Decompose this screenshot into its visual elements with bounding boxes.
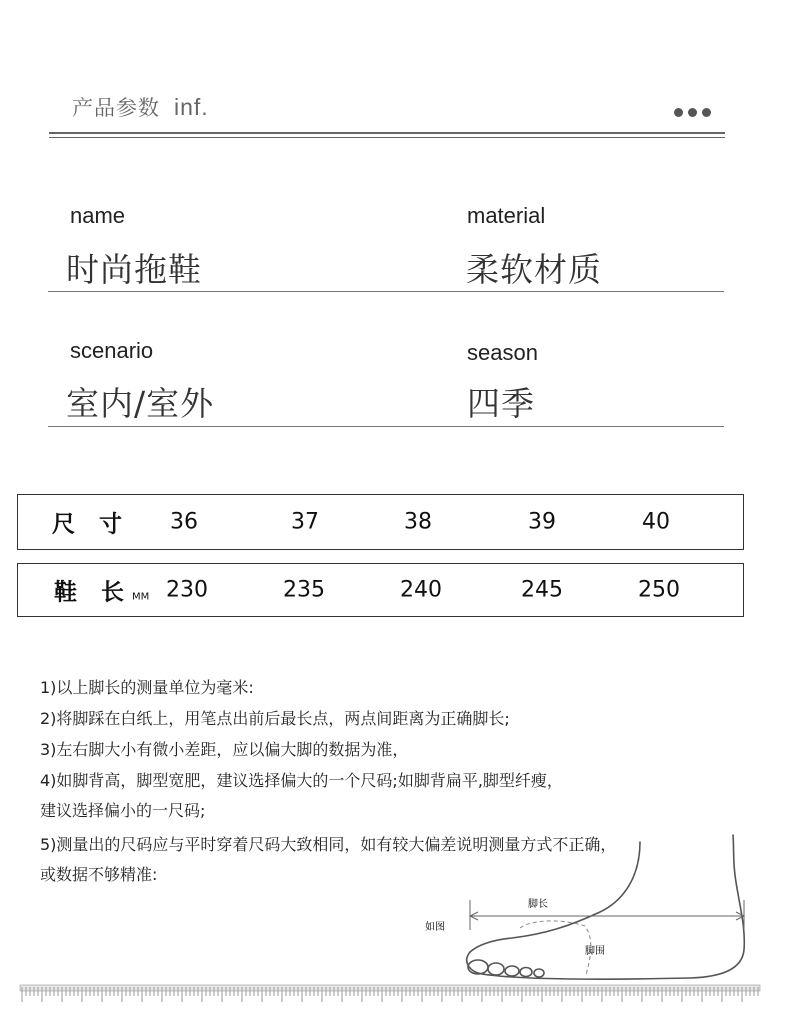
more-dots-icon bbox=[674, 108, 711, 117]
foot-length-label: 脚长 bbox=[528, 899, 548, 910]
note-line: 或数据不够精准: bbox=[40, 865, 158, 884]
ruler-icon bbox=[20, 985, 760, 1002]
note-line: 5)测量出的尺码应与平时穿着尺码大致相同，如有较大偏差说明测量方式不正确， bbox=[40, 835, 617, 854]
note-line: 建议选择偏小的一尺码; bbox=[40, 801, 206, 820]
row-divider bbox=[48, 291, 724, 292]
note-line: 3)左右脚大小有微小差距，应以偏大脚的数据为准， bbox=[40, 740, 409, 759]
length-cell: 245 bbox=[521, 577, 563, 603]
length-cell: 250 bbox=[638, 577, 680, 603]
foot-length-arrow bbox=[470, 900, 744, 930]
section-subtitle: inf. bbox=[174, 94, 209, 120]
foot-outline-icon bbox=[467, 835, 745, 979]
param-label-name: name bbox=[70, 203, 126, 228]
length-cell: 230 bbox=[166, 577, 208, 603]
param-label-season: season bbox=[467, 340, 538, 365]
size-cell: 37 bbox=[291, 509, 319, 535]
note-line: 2)将脚踩在白纸上，用笔点出前后最长点，两点间距离为正确脚长; bbox=[40, 709, 510, 728]
size-cell: 38 bbox=[404, 509, 432, 535]
header-divider bbox=[49, 132, 725, 134]
length-row-label-text: 鞋 长 bbox=[54, 579, 133, 606]
foot-girth-label: 脚围 bbox=[585, 946, 605, 957]
size-row-label: 尺 寸 bbox=[52, 511, 131, 538]
param-label-scenario: scenario bbox=[70, 338, 154, 363]
note-line: 4)如脚背高，脚型宽肥，建议选择偏大的一个尺码;如脚背扁平,脚型纤瘦， bbox=[40, 771, 563, 790]
length-row bbox=[17, 563, 744, 617]
param-value-name: 时尚拖鞋 bbox=[66, 250, 202, 289]
section-title-text: 产品参数 bbox=[72, 96, 160, 120]
note-line: 1)以上脚长的测量单位为毫米: bbox=[40, 678, 254, 697]
length-unit: MM bbox=[132, 591, 150, 603]
row-divider bbox=[48, 426, 724, 427]
param-label-material: material bbox=[467, 203, 546, 228]
size-cell: 39 bbox=[528, 509, 556, 535]
size-row bbox=[17, 494, 744, 550]
param-value-scenario: 室内/室外 bbox=[66, 384, 215, 423]
example-label: 如图 bbox=[425, 922, 445, 933]
foot-measurement-figure bbox=[0, 830, 790, 1030]
size-cell: 36 bbox=[170, 509, 198, 535]
section-title bbox=[72, 92, 209, 122]
param-value-season: 四季 bbox=[467, 384, 535, 423]
header-divider-thin bbox=[49, 137, 725, 138]
size-cell: 40 bbox=[642, 509, 670, 535]
length-row-label bbox=[54, 574, 149, 607]
length-cell: 240 bbox=[400, 577, 442, 603]
param-value-material: 柔软材质 bbox=[466, 250, 602, 289]
length-cell: 235 bbox=[283, 577, 325, 603]
